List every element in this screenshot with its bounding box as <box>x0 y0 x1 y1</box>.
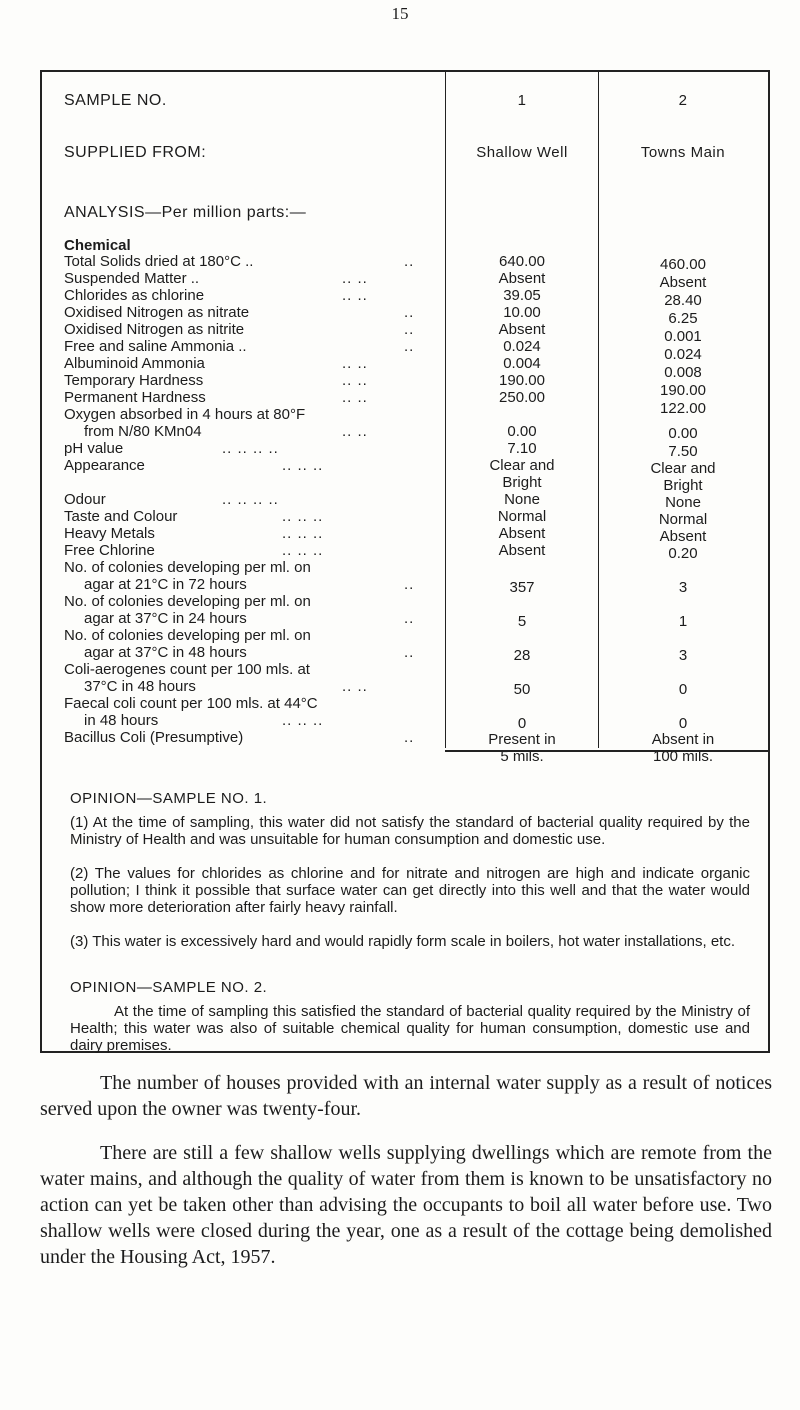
opinion-1-point-2: (2) The values for chlorides as chlorine and for nitrate and nitrogen are high and indicate organic pollution; I think it possible that surface water can get directly into this well and that the water would show more deterioration after fairly heavy rainfall. <box>70 865 750 916</box>
sample-no-label: SAMPLE NO. <box>64 92 167 109</box>
ph-label: pH value <box>64 440 124 457</box>
opinion-2-heading: OPINION—SAMPLE NO. 2. <box>70 979 268 996</box>
row-label: Oxidised Nitrogen as nitrate <box>64 304 250 321</box>
analysis-frame <box>40 70 770 1053</box>
row-leader-dots: .. <box>404 321 415 338</box>
ph-leader-dots: .. .. .. .. <box>222 440 279 457</box>
row-value-1: 0.024 <box>503 338 541 355</box>
row-value-1: 0.004 <box>503 355 541 372</box>
appearance-leader-dots: .. .. .. <box>282 457 324 474</box>
bacillus-value-2: Absent in <box>651 731 715 748</box>
colonies-37b-value-1: 28 <box>513 647 531 664</box>
metals-leader-dots: .. .. .. <box>282 525 324 542</box>
faecal-label-cont: in 48 hours <box>84 712 159 729</box>
row-leader-dots: .. <box>404 338 415 355</box>
row-value-2: 190.00 <box>660 382 706 399</box>
row-leader-dots: .. .. <box>342 355 368 372</box>
coli-count-leader-dots: .. .. <box>342 678 368 695</box>
row-value-1: Absent <box>498 270 546 287</box>
analysis-label: ANALYSIS—Per million parts:— <box>64 204 307 221</box>
colonies-37a-leader-dots: .. <box>404 610 415 627</box>
appearance-value-1: Clear and <box>489 457 555 474</box>
colonies-37a-label-cont: agar at 37°C in 24 hours <box>84 610 247 627</box>
paragraph-shallow-wells: There are still a few shallow wells supplying dwellings which are remote from the water mains, and although the quality of water from them is known to be unsatisfactory no action can yet be taken other than advising the occupants to boil all water before use. Two shallow wells were closed during the year, one as a result of the cottage being demolished under the Housing Act, 1957. <box>40 1142 772 1268</box>
odour-value-2: None <box>665 494 701 511</box>
coli-count-label-cont: 37°C in 48 hours <box>84 678 196 695</box>
bacillus-leader-dots: .. <box>404 729 415 746</box>
row-label: Oxidised Nitrogen as nitrite <box>64 321 245 338</box>
row-value-1: 250.00 <box>499 389 545 406</box>
row-label: Total Solids dried at 180°C .. <box>64 253 254 270</box>
row-leader-dots: .. .. <box>342 389 368 406</box>
appearance-value-2-cont: Bright <box>663 477 703 494</box>
faecal-label: Faecal coli count per 100 mls. at 44°C <box>64 695 318 712</box>
row-value-2: 460.00 <box>660 256 706 273</box>
opinion-1-heading: OPINION—SAMPLE NO. 1. <box>70 790 268 807</box>
taste-label: Taste and Colour <box>64 508 178 525</box>
faecal-value-1: 0 <box>517 715 527 732</box>
row-leader-dots: .. <box>404 304 415 321</box>
sample-2-header: 2 <box>678 92 688 109</box>
row-leader-dots: .. .. <box>342 287 368 304</box>
colonies-21-label: No. of colonies developing per ml. on <box>64 559 311 576</box>
chemical-label: Chemical <box>64 237 131 254</box>
row-value-2: 6.25 <box>668 310 698 327</box>
appearance-value-1-cont: Bright <box>502 474 542 491</box>
colonies-37b-label: No. of colonies developing per ml. on <box>64 627 311 644</box>
metals-value-1: Absent <box>498 525 546 542</box>
bacillus-value-1: Present in <box>488 731 556 748</box>
row-value-1: Absent <box>498 321 546 338</box>
row-label: Free and saline Ammonia .. <box>64 338 247 355</box>
row-leader-dots: .. .. <box>342 270 368 287</box>
odour-leader-dots: .. .. .. .. <box>222 491 279 508</box>
faecal-leader-dots: .. .. .. <box>282 712 324 729</box>
row-value-2: 122.00 <box>660 400 706 417</box>
row-value-2: Absent <box>659 274 707 291</box>
coli-count-label: Coli-aerogenes count per 100 mls. at <box>64 661 310 678</box>
bacillus-value-1-cont: 5 mils. <box>500 748 544 765</box>
ph-value-1: 7.10 <box>507 440 537 457</box>
colonies-37a-value-2: 1 <box>678 613 688 630</box>
metals-value-2: Absent <box>659 528 707 545</box>
bacillus-value-2-cont: 100 mils. <box>652 748 714 765</box>
oxygen-leader-dots: .. .. <box>342 423 368 440</box>
row-label: Chlorides as chlorine <box>64 287 205 304</box>
row-label: Temporary Hardness <box>64 372 204 389</box>
row-label: Albuminoid Ammonia <box>64 355 205 372</box>
colonies-21-label-cont: agar at 21°C in 72 hours <box>84 576 247 593</box>
appearance-value-2: Clear and <box>650 460 716 477</box>
row-value-2: 0.008 <box>664 364 702 381</box>
bacillus-label: Bacillus Coli (Presumptive) <box>64 729 244 746</box>
taste-leader-dots: .. .. .. <box>282 508 324 525</box>
oxygen-label-cont: from N/80 KMn04 <box>84 423 202 440</box>
row-value-1: 640.00 <box>499 253 545 270</box>
colonies-37a-value-1: 5 <box>517 613 527 630</box>
taste-value-1: Normal <box>497 508 547 525</box>
colonies-21-leader-dots: .. <box>404 576 415 593</box>
table-bottom-rule <box>445 750 768 752</box>
ph-value-2: 7.50 <box>668 443 698 460</box>
row-label: Permanent Hardness <box>64 389 206 406</box>
supplied-2: Towns Main <box>640 144 726 161</box>
colonies-37b-value-2: 3 <box>678 647 688 664</box>
colonies-21-value-2: 3 <box>678 579 688 596</box>
chlorine-value-2: 0.20 <box>668 545 698 562</box>
row-value-2: 0.024 <box>664 346 702 363</box>
row-value-1: 10.00 <box>503 304 541 321</box>
opinion-1-point-3: (3) This water is excessively hard and would rapidly form scale in boilers, hot water installations, etc. <box>70 933 736 950</box>
paragraph-water-supply: The number of houses provided with an internal water supply as a result of notices served upon the owner was twenty-four. <box>40 1072 772 1120</box>
odour-label: Odour <box>64 491 106 508</box>
opinion-1-point-1: (1) At the time of sampling, this water did not satisfy the standard of bacterial quality required by the Ministry of Health and was unsuitable for human consumption and domestic use. <box>70 814 750 848</box>
chlorine-value-1: Absent <box>498 542 546 559</box>
oxygen-value-2: 0.00 <box>668 425 698 442</box>
oxygen-value-1: 0.00 <box>507 423 537 440</box>
faecal-value-2: 0 <box>678 715 688 732</box>
supplied-from-label: SUPPLIED FROM: <box>64 144 207 161</box>
metals-label: Heavy Metals <box>64 525 155 542</box>
row-value-2: 0.001 <box>664 328 702 345</box>
colonies-21-value-1: 357 <box>509 579 535 596</box>
column-divider-2 <box>598 72 599 748</box>
colonies-37b-leader-dots: .. <box>404 644 415 661</box>
chlorine-label: Free Chlorine <box>64 542 155 559</box>
row-leader-dots: .. <box>404 253 415 270</box>
row-value-1: 190.00 <box>499 372 545 389</box>
odour-value-1: None <box>504 491 540 508</box>
colonies-37b-label-cont: agar at 37°C in 48 hours <box>84 644 247 661</box>
page-number: 15 <box>391 4 409 23</box>
opinion-2-text: At the time of sampling this satisfied the standard of bacterial quality required by the Ministry of Health; this water was also of suitable chemical quality for human consumption, domestic use and dairy premises. <box>70 1003 750 1054</box>
row-value-1: 39.05 <box>503 287 541 304</box>
sample-1-header: 1 <box>517 92 527 109</box>
chlorine-leader-dots: .. .. .. <box>282 542 324 559</box>
taste-value-2: Normal <box>658 511 708 528</box>
coli-count-value-2: 0 <box>678 681 688 698</box>
supplied-1: Shallow Well <box>476 144 568 161</box>
row-label: Suspended Matter .. <box>64 270 200 287</box>
colonies-37a-label: No. of colonies developing per ml. on <box>64 593 311 610</box>
column-divider-1 <box>445 72 446 748</box>
row-value-2: 28.40 <box>664 292 702 309</box>
coli-count-value-1: 50 <box>513 681 531 698</box>
appearance-label: Appearance <box>64 457 145 474</box>
row-leader-dots: .. .. <box>342 372 368 389</box>
oxygen-label: Oxygen absorbed in 4 hours at 80°F <box>64 406 306 423</box>
